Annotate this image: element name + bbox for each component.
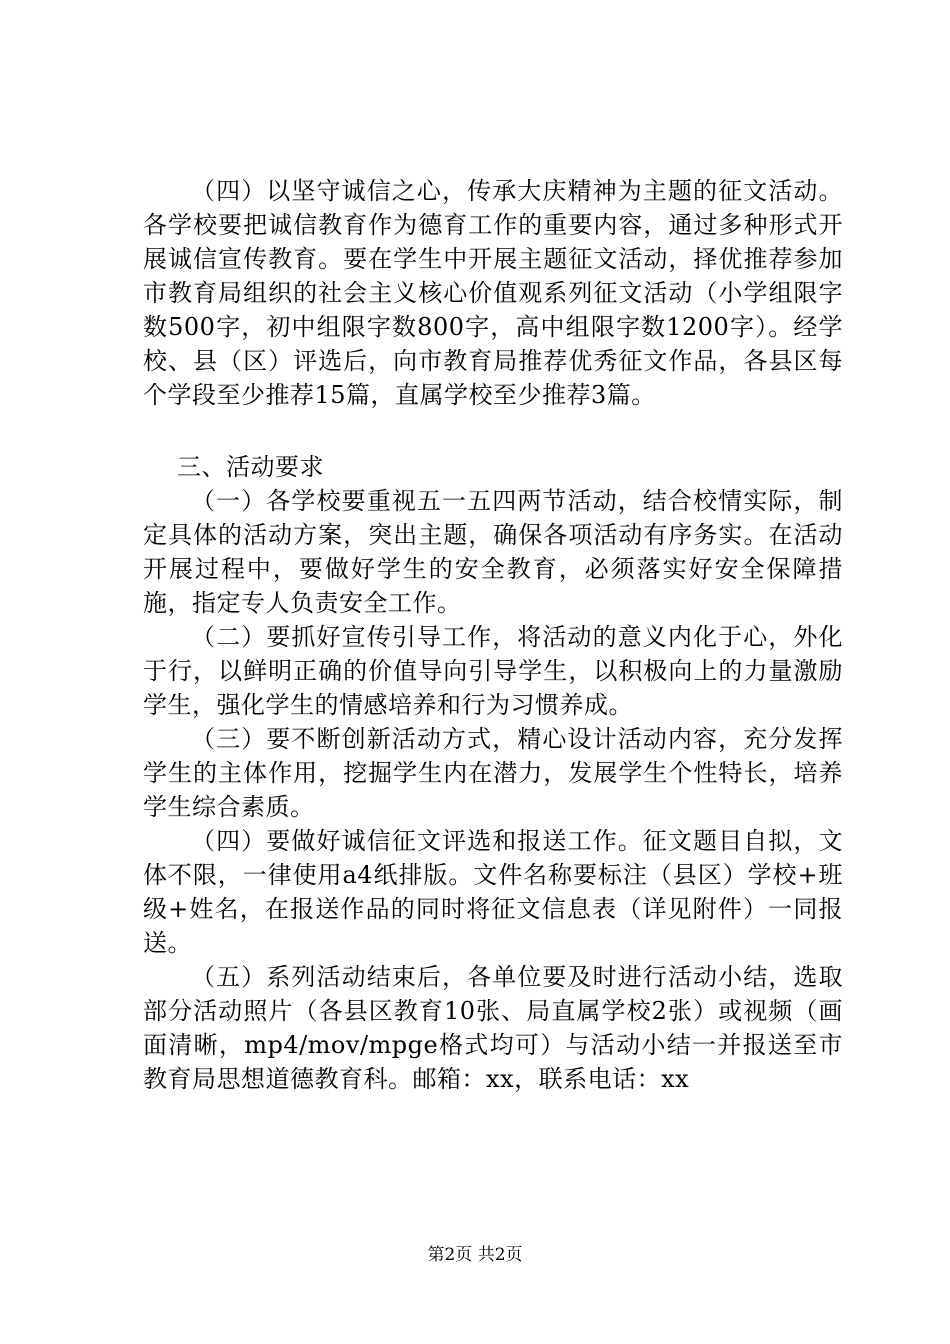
paragraph-gap [143,412,843,450]
document-body [143,174,843,1096]
requirement-paragraph-2: （二）要抓好宣传引导工作，将活动的意义内化于心，外化于行，以鲜明正确的价值导向引导学生，以积极向上的力量激励学生，强化学生的情感培养和行为习惯养成。 [143,623,843,719]
paragraph-essay-activity: （四）以坚守诚信之心，传承大庆精神为主题的征文活动。各学校要把诚信教育作为德育工作的重要内容，通过多种形式开展诚信宣传教育。要在学生中开展主题征文活动，择优推荐参加市教育局组织的社会主义核心价值观系列征文活动（小学组限字数500字，初中组限字数800字，高中组限字数1200字）。经学校、县（区）评选后，向市教育局推荐优秀征文作品，各县区每个学段至少推荐15篇，直属学校至少推荐3篇。 [143,177,843,409]
requirement-paragraph-3: （三）要不断创新活动方式，精心设计活动内容，充分发挥学生的主体作用，挖掘学生内在潜力，发展学生个性特长，培养学生综合素质。 [143,725,843,821]
requirement-paragraph-5: （五）系列活动结束后，各单位要及时进行活动小结，选取部分活动照片（各县区教育10张、局直属学校2张）或视频（画面清晰，mp4/mov/mpge格式均可）与活动小结一并报送至市教育局思想道德教育科。邮箱：xx，联系电话：xx [143,963,843,1093]
section-heading: 三、活动要求 [177,453,324,481]
page-footer: 第2页 共2页 [427,1245,523,1265]
requirement-paragraph-1: （一）各学校要重视五一五四两节活动，结合校情实际，制定具体的活动方案，突出主题，确保各项活动有序务实。在活动开展过程中，要做好学生的安全教育，必须落实好安全保障措施，指定专人负责安全工作。 [143,487,843,617]
requirement-paragraph-4: （四）要做好诚信征文评选和报送工作。征文题目自拟，文体不限，一律使用a4纸排版。文件名称要标注（县区）学校+班级+姓名，在报送作品的同时将征文信息表（详见附件）一同报送。 [143,827,843,957]
